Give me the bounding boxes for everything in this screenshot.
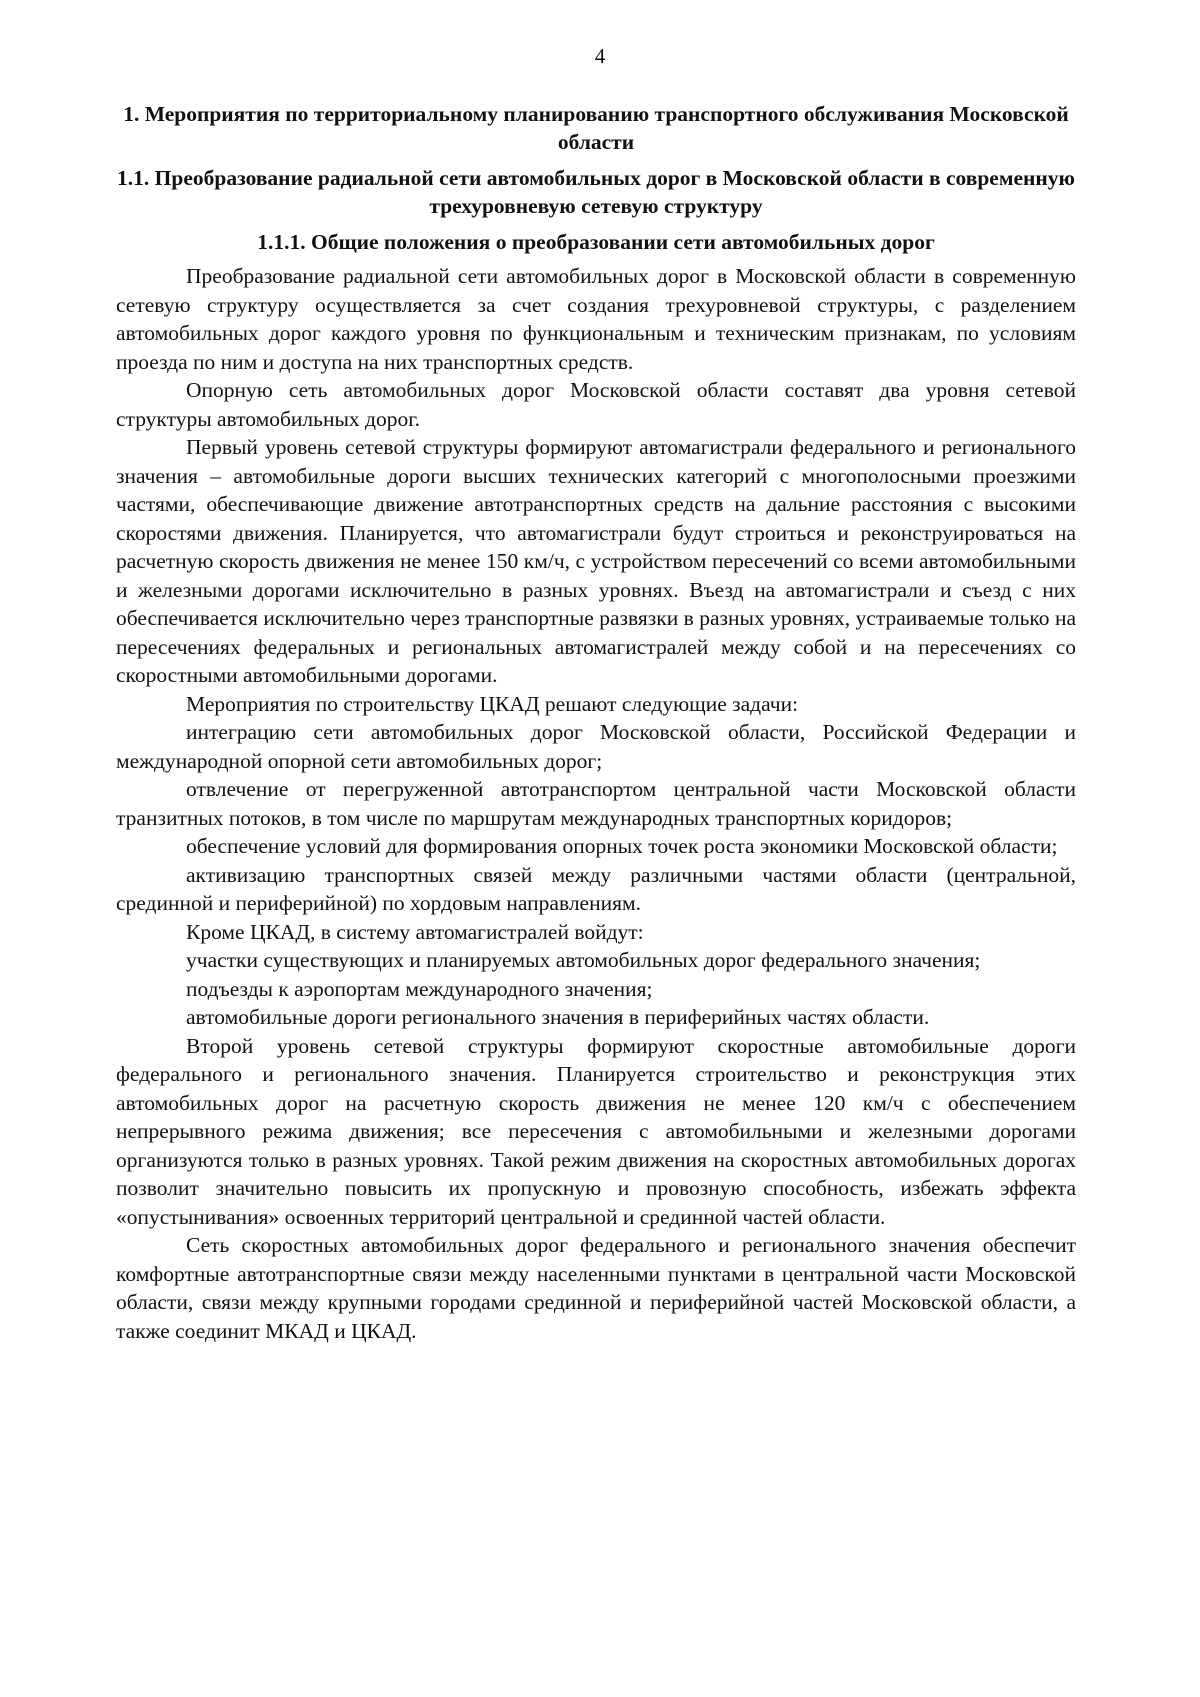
document-body [116, 100, 1076, 1345]
paragraph: подъезды к аэропортам международного значения; [186, 976, 653, 1001]
paragraph: автомобильные дороги регионального значения в периферийных частях области. [186, 1005, 930, 1029]
page-number: 4 [594, 44, 606, 68]
paragraph: отвлечение от перегруженной автотранспортом центральной части Московской области транзитных потоков, в том числе по маршрутам международных транспортных коридоров; [116, 777, 1076, 830]
paragraph: интеграцию сети автомобильных дорог Московской области, Российской Федерации и международной опорной сети автомобильных дорог; [116, 720, 1076, 773]
paragraph: Опорную сеть автомобильных дорог Московской области составят два уровня сетевой структуры автомобильных дорог. [116, 378, 1076, 431]
paragraph: Сеть скоростных автомобильных дорог федерального и регионального значения обеспечит комфортные автотранспортные связи между населенными пунктами в центральной части Московской области, связи между крупными городами срединной и периферийной частей Московской области, а также соединит МКАД и ЦКАД. [116, 1233, 1076, 1343]
paragraph: Первый уровень сетевой структуры формируют автомагистрали федерального и регионального значения – автомобильные дороги высших технических категорий с многополосными проезжими частями, обеспечивающие движение автотранспортных средств на дальние расстояния с высокими скоростями движения. Планируется, что автомагистрали будут строиться и реконструироваться на расчетную скорость движения не менее 150 км/ч, с устройством пересечений со всеми автомобильными и железными дорогами исключительно в разных уровнях. Въезд на автомагистрали и съезд с них обеспечивается исключительно через транспортные развязки в разных уровнях, устраиваемые только на пересечениях федеральных и региональных автомагистралей между собой и на пересечениях со скоростными автомобильными дорогами. [116, 435, 1076, 687]
section-heading-1-1-1: 1.1.1. Общие положения о преобразовании сети автомобильных дорог [257, 230, 935, 254]
paragraph: Мероприятия по строительству ЦКАД решают следующие задачи: [186, 691, 799, 716]
paragraph: Второй уровень сетевой структуры формируют скоростные автомобильные дороги федерального и регионального значения. Планируется строительство и реконструкция этих автомобильных дорог на расчетную скорость движения не менее 120 км/ч с обеспечением непрерывного режима движения; все пересечения с автомобильными и железными дорогами организуются только в разных уровнях. Такой режим движения на скоростных автомобильных дорогах позволит значительно повысить их пропускную и провозную способность, избежать эффекта «опустынивания» освоенных территорий центральной и срединной частей области. [116, 1033, 1076, 1229]
paragraph: Преобразование радиальной сети автомобильных дорог в Московской области в современную сетевую структуру осуществляется за счет создания трехуровневой структуры, с разделением автомобильных дорог каждого уровня по функциональным и техническим признакам, по условиям проезда по ним и доступа на них транспортных средств. [116, 264, 1076, 374]
paragraph: Кроме ЦКАД, в систему автомагистралей войдут: [186, 919, 644, 944]
paragraph: участки существующих и планируемых автомобильных дорог федерального значения; [186, 948, 981, 972]
section-heading-1-1: 1.1. Преобразование радиальной сети автомобильных дорог в Московской области в современную трехуровневую сетевую структуру [117, 166, 1075, 218]
section-heading-1: 1. Мероприятия по территориальному планированию транспортного обслуживания Московской области [123, 102, 1069, 154]
paragraph: обеспечение условий для формирования опорных точек роста экономики Московской области; [186, 834, 1058, 858]
paragraph: активизацию транспортных связей между различными частями области (центральной, срединной и периферийной) по хордовым направлениям. [116, 862, 1076, 915]
